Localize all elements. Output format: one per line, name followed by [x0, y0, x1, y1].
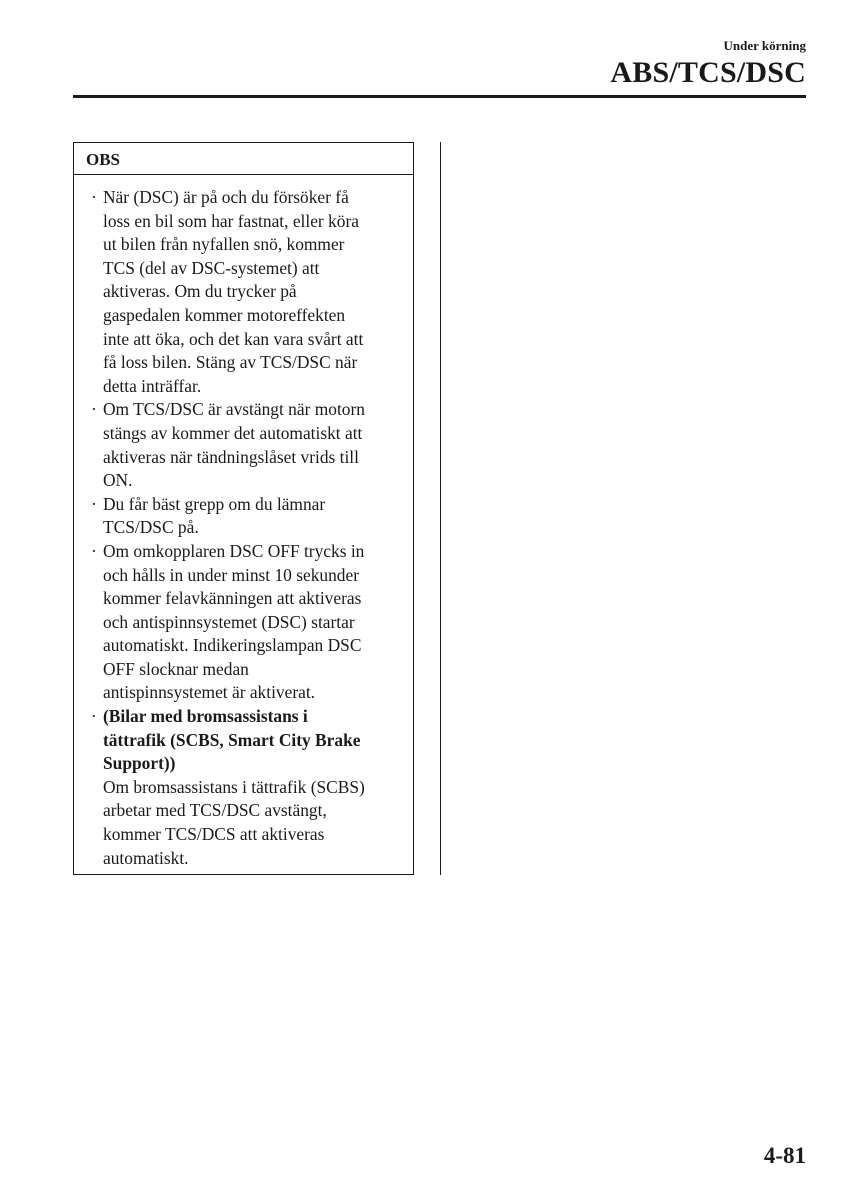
note-line: arbetar med TCS/DSC avstängt,: [103, 800, 327, 821]
note-line: och hålls in under minst 10 sekunder: [103, 564, 359, 585]
note-line-bold: tättrafik (SCBS, Smart City Brake: [103, 729, 361, 750]
note-line: aktiveras. Om du trycker på: [103, 281, 297, 302]
note-line: och antispinnsystemet (DSC) startar: [103, 611, 355, 632]
page-title: ABS/TCS/DSC: [610, 56, 806, 89]
note-heading: OBS: [74, 143, 413, 175]
page-number: 4-81: [763, 1143, 806, 1168]
note-line: automatiskt. Indikeringslampan DSC: [103, 635, 362, 656]
note-line: detta inträffar.: [103, 375, 202, 396]
header-divider: [73, 95, 806, 98]
column-divider: [440, 142, 441, 875]
note-line: När (DSC) är på och du försöker få: [103, 187, 349, 207]
note-item: [74, 493, 413, 540]
note-line: TCS/DSC på.: [103, 517, 199, 538]
note-item: [74, 540, 413, 705]
note-line: TCS (del av DSC-systemet) att: [103, 257, 320, 278]
note-line: kommer TCS/DCS att aktiveras: [103, 824, 325, 845]
bullet-icon: ·: [91, 493, 97, 514]
section-label: Under körning: [723, 38, 806, 53]
bullet-icon: ·: [91, 540, 97, 561]
note-item: [74, 705, 413, 870]
note-item: [74, 186, 413, 398]
note-line: inte att öka, och det kan vara svårt att: [103, 328, 364, 349]
note-line-bold: Support)): [103, 753, 176, 774]
note-line: loss en bil som har fastnat, eller köra: [103, 210, 359, 231]
note-line: gaspedalen kommer motoreffekten: [103, 304, 346, 325]
note-line: OFF slocknar medan: [103, 658, 249, 679]
note-line: ut bilen från nyfallen snö, kommer: [103, 234, 345, 255]
bullet-icon: ·: [91, 399, 97, 420]
note-line: Om bromsassistans i tättrafik (SCBS): [103, 776, 365, 797]
note-line: automatiskt.: [103, 847, 189, 868]
note-box: [73, 142, 414, 875]
note-line: stängs av kommer det automatiskt att: [103, 422, 363, 443]
note-list: [74, 175, 413, 870]
note-line: få loss bilen. Stäng av TCS/DSC när: [103, 352, 358, 373]
note-line: aktiveras när tändningslåset vrids till: [103, 446, 359, 467]
note-line: Om TCS/DSC är avstängt när motorn: [103, 399, 365, 420]
note-line-bold: (Bilar med bromsassistans i: [103, 706, 308, 727]
note-line: Om omkopplaren DSC OFF trycks in: [103, 540, 365, 561]
note-line: kommer felavkänningen att aktiveras: [103, 588, 362, 609]
note-line: antispinnsystemet är aktiverat.: [103, 682, 316, 703]
note-item: [74, 398, 413, 492]
note-line: ON.: [103, 470, 133, 491]
bullet-icon: ·: [91, 706, 97, 727]
bullet-icon: ·: [91, 187, 97, 207]
note-line: Du får bäst grepp om du lämnar: [103, 493, 326, 514]
